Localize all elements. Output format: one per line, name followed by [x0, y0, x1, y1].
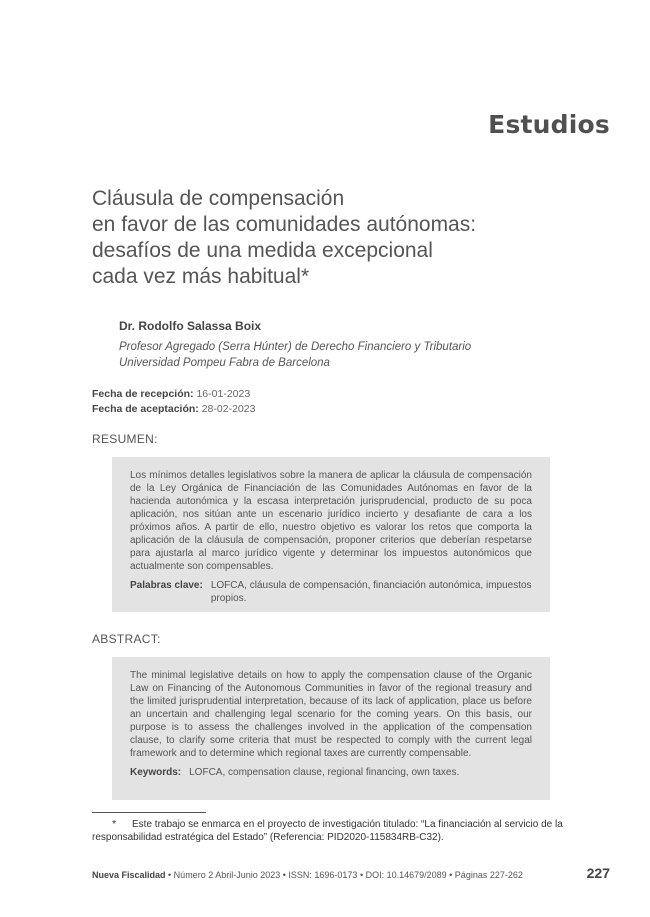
resumen-heading: RESUMEN: — [92, 432, 158, 446]
keywords-value: LOFCA, cláusula de compensación, financiación autonómica, impuestos propios. — [210, 580, 532, 604]
resumen-text: Los mínimos detalles legislativos sobre la manera de aplicar la cláusula de compensación de la Ley Orgánica de Financiación de las Comunidades Autónomas en favor de la hacienda autonómica y la escasa interpretación jurisprudencial, producto de su poca aplicación, nos sitúan ante un escenario jurídico incierto y desafiante de cara a los próximos años. A partir de ello, nuestro objetivo es valorar los retos que comporta la aplicación de la cláusula de compensación, proponer criterios que deberían respetarse para ajustarla al marco jurídico vigente y determinar los impuestos autonómicos que actualmente son compensables. — [130, 470, 532, 572]
resumen-keywords — [130, 579, 532, 605]
author-name: Dr. Rodolfo Salassa Boix — [119, 319, 262, 333]
received-value: 16-01-2023 — [196, 388, 251, 400]
affiliation-line: Universidad Pompeu Fabra de Barcelona — [119, 357, 330, 369]
footnote-mark: * — [112, 819, 116, 830]
accepted-date — [92, 402, 255, 417]
journal-name: Nueva Fiscalidad — [92, 870, 166, 880]
title-line: cada vez más habitual* — [92, 265, 310, 288]
received-date — [92, 387, 255, 402]
article-title — [92, 186, 612, 290]
abstract-keywords — [130, 766, 532, 779]
keywords-label: Keywords: — [130, 767, 182, 778]
abstract-heading: ABSTRACT: — [92, 632, 161, 646]
title-line: Cláusula de compensación — [92, 187, 345, 210]
accepted-label: Fecha de aceptación: — [92, 403, 199, 415]
journal-details: • Número 2 Abril-Junio 2023 • ISSN: 1696-0173 • DOI: 10.14679/2089 • Páginas 227-262 — [165, 870, 523, 880]
received-label: Fecha de recepción: — [92, 388, 194, 400]
footnote — [92, 818, 582, 844]
footnote-text: Este trabajo se enmarca en el proyecto de investigación titulado: “La financiación al servicio de la responsabilidad estratégica del Estado” (Referencia: PID2020-115834RB-C32). — [92, 819, 563, 843]
keywords-label: Palabras clave: — [130, 580, 203, 591]
keywords-value: LOFCA, compensation clause, regional financing, own taxes. — [189, 767, 460, 778]
page-footer — [92, 870, 523, 880]
author-block — [119, 319, 599, 371]
page-number: 227 — [586, 865, 610, 881]
submission-dates — [92, 387, 255, 417]
section-label: Estudios — [488, 110, 610, 139]
affiliation-line: Profesor Agregado (Serra Húnter) de Derecho Financiero y Tributario — [119, 341, 472, 353]
title-line: en favor de las comunidades autónomas: — [92, 213, 477, 236]
resumen-box — [112, 457, 550, 612]
footnote-divider — [92, 812, 206, 813]
author-affiliation — [119, 339, 599, 371]
abstract-box — [112, 657, 550, 800]
abstract-text: The minimal legislative details on how to apply the compensation clause of the Organic Law on Financing of the Autonomous Communities in favor of the regional treasury and the limited jurisprudential interpretation, because of its lack of application, place us before an uncertain and challenging legal scenario for the coming years. On this basis, our purpose is to assess the challenges involved in the application of the compensation clause, to clarify some criteria that must be respected to comply with the current legal framework and to determine which regional taxes are currently compensable. — [130, 670, 532, 759]
title-line: desafíos de una medida excepcional — [92, 239, 433, 262]
accepted-value: 28-02-2023 — [201, 403, 256, 415]
